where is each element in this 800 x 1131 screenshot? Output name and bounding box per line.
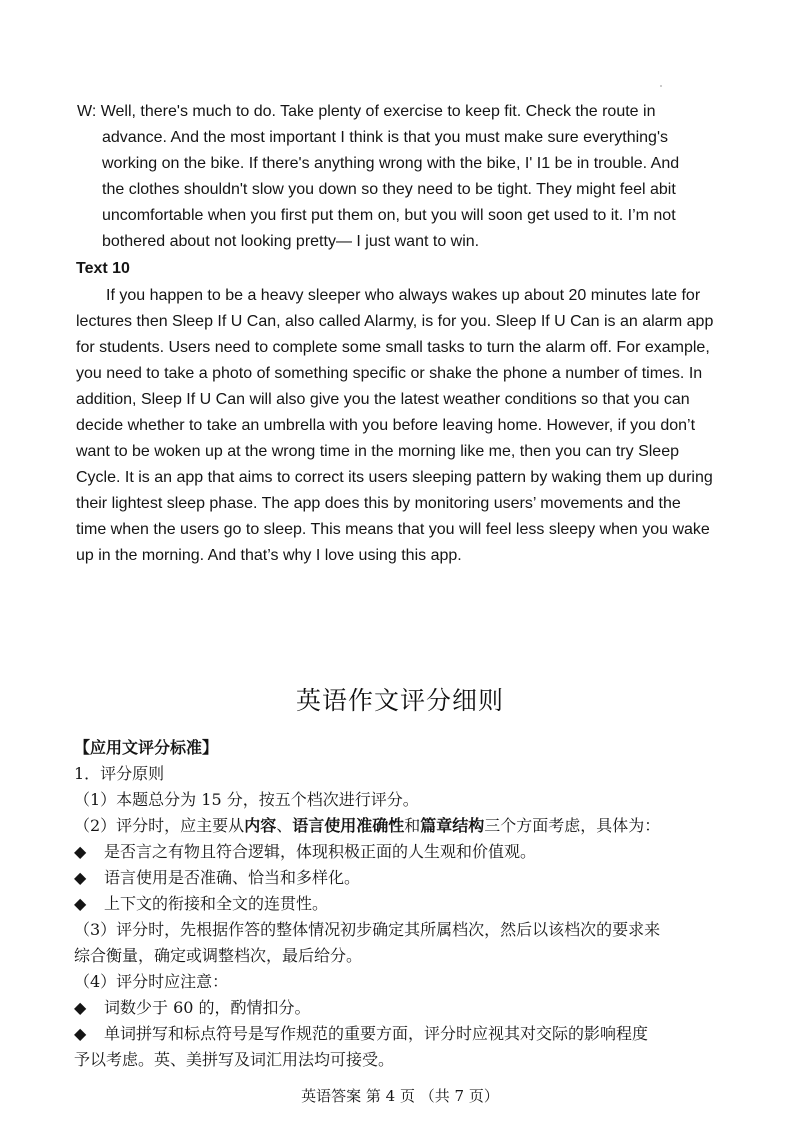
diamond-bullet-icon: ◆: [74, 998, 87, 1017]
text10-line: want to be woken up at the wrong time in the morning like me, then you can try Sleep: [76, 443, 679, 460]
diamond-bullet-icon: ◆: [74, 1024, 87, 1043]
diamond-bullet-icon: ◆: [74, 894, 87, 913]
text10-line: addition, Sleep If U Can will also give you the latest weather conditions so that you can: [76, 391, 690, 408]
keyword-structure: 篇章结构: [420, 816, 485, 835]
rubric-body: [74, 735, 734, 1073]
dialogue-line: bothered about not looking pretty— I just want to win.: [102, 233, 480, 250]
bullet-item-continuation: 予以考虑。英、美拼写及词汇用法均可接受。: [74, 1050, 395, 1069]
scan-speck: [660, 85, 662, 87]
text10-line: Cycle. It is an app that aims to correct its users sleeping pattern by waking them up during: [76, 469, 713, 486]
dialogue-line: W: Well, there's much to do. Take plenty of exercise to keep fit. Check the route in: [77, 103, 656, 120]
text10-line: time when the users go to sleep. This means that you will feel less sleepy when you wake: [76, 521, 710, 538]
bullet-item: ◆ 语言使用是否准确、恰当和多样化。: [74, 865, 734, 891]
text10-line: for students. Users need to complete some small tasks to turn the alarm off. For example,: [76, 339, 710, 356]
bullet-item: ◆ 上下文的衔接和全文的连贯性。: [74, 891, 734, 917]
speaker-label: W:: [77, 103, 97, 120]
text10-line: you need to take a photo of something specific or shake the phone a number of times. In: [76, 365, 703, 382]
bullet-item: ◆ 是否言之有物且符合逻辑，体现积极正面的人生观和价值观。: [74, 839, 734, 865]
rubric-item-3-line-1: （3）评分时，先根据作答的整体情况初步确定其所属档次，然后以该档次的要求来: [74, 920, 661, 939]
text10-line: decide whether to take an umbrella with you before leaving home. However, if you don’t: [76, 417, 696, 434]
text10-line: up in the morning. And that’s why I love using this app.: [76, 547, 462, 564]
bullet-item: ◆ 单词拼写和标点符号是写作规范的重要方面，评分时应视其对交际的影响程度: [74, 1021, 734, 1047]
bullet-item: ◆ 词数少于 60 的，酌情扣分。: [74, 995, 734, 1021]
dialogue-line: uncomfortable when you first put them on, but you will soon get used to it. I’m not: [102, 207, 676, 224]
text10-paragraph: [76, 283, 726, 569]
text10-line: their lightest sleep phase. The app does this by monitoring users’ movements and the: [76, 495, 681, 512]
rubric-item-2: （2）评分时，应主要从内容、语言使用准确性和篇章结构三个方面考虑，具体为：: [74, 816, 661, 835]
dialogue-line: working on the bike. If there's anything wrong with the bike, I' I1 be in trouble. And: [102, 155, 680, 172]
dialogue-paragraph: [77, 99, 727, 255]
text10-line: lectures then Sleep If U Can, also called Alarmy, is for you. Sleep If U Can is an alarm app: [76, 313, 714, 330]
rubric-item-4: （4）评分时应注意：: [74, 972, 229, 991]
text10-line: If you happen to be a heavy sleeper who always wakes up about 20 minutes late for: [106, 287, 701, 304]
text10-heading: Text 10: [76, 260, 130, 277]
rubric-title: 英语作文评分细则: [295, 686, 504, 715]
rubric-item-1: （1）本题总分为 15 分，按五个档次进行评分。: [74, 790, 419, 809]
keyword-content: 内容: [244, 816, 277, 835]
page-footer: 英语答案 第 4 页 （共 7 页）: [301, 1087, 499, 1105]
rubric-item-3-line-2: 综合衡量，确定或调整档次，最后给分。: [74, 946, 363, 965]
keyword-language-accuracy: 语言使用准确性: [292, 816, 405, 835]
dialogue-line: advance. And the most important I think is that you must make sure everything's: [102, 129, 668, 146]
dialogue-line: the clothes shouldn't slow you down so they need to be tight. They might feel abit: [102, 181, 676, 198]
diamond-bullet-icon: ◆: [74, 868, 87, 887]
diamond-bullet-icon: ◆: [74, 842, 87, 861]
principle-heading: 1．评分原则: [74, 764, 165, 783]
section-heading: 【应用文评分标准】: [74, 738, 219, 757]
